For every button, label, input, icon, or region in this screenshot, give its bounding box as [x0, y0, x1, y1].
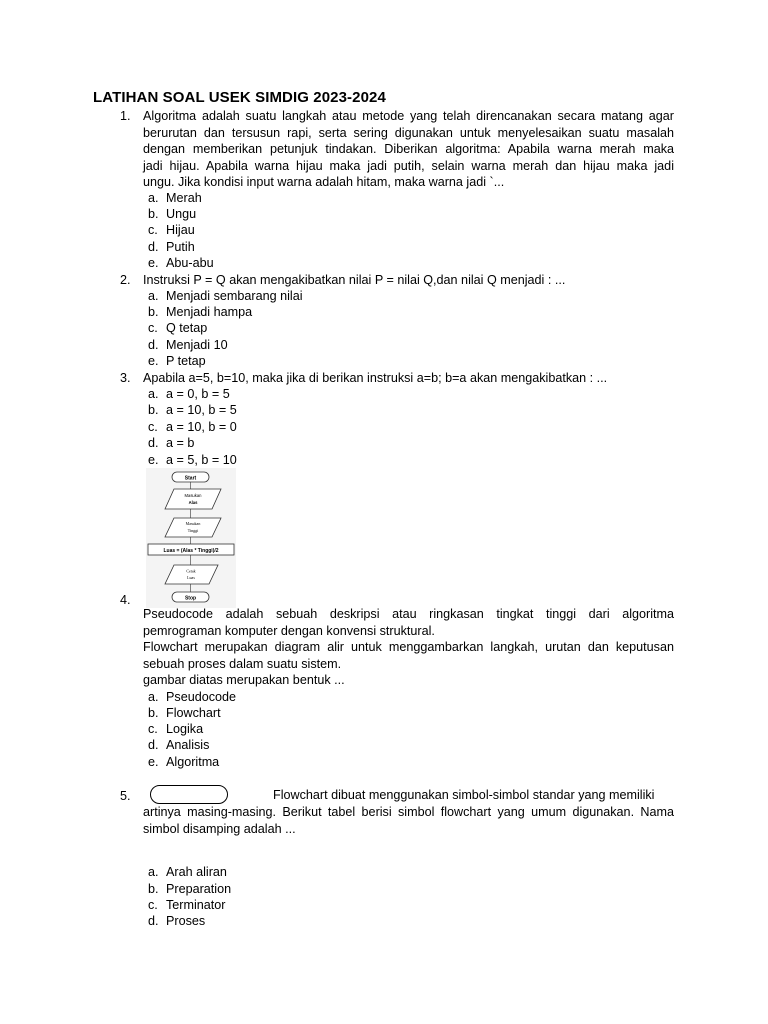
question-5-line-1: Flowchart dibuat menggunakan simbol-simbol standar yang memiliki [273, 788, 655, 802]
question-1-line: berurutan dan tersusun rapi, serta sering digunakan untuk menyelesaikan suatu masalah [143, 125, 674, 140]
question-5-line: artinya masing-masing. Berikut tabel berisi simbol flowchart yang umum digunakan. Nama [143, 805, 674, 819]
question-1-option-c: c. Hijau [148, 223, 195, 237]
question-5-option-b: b. Preparation [148, 882, 232, 896]
question-1-number: 1. [120, 109, 131, 123]
question-4-line: gambar diatas merupakan bentuk ... [143, 673, 345, 688]
question-4-option-d: d. Analisis [148, 738, 210, 752]
input-alas-line1: Masukan [184, 493, 202, 498]
question-2-text: Instruksi P = Q akan mengakibatkan nilai P = nilai Q,dan nilai Q menjadi : ... [143, 273, 566, 287]
question-1-option-e: e. Abu-abu [148, 256, 214, 270]
process-label: Luas = (Alas * Tinggi)/2 [163, 548, 219, 554]
question-3-option-d: d. a = b [148, 436, 195, 450]
question-5-option-d: d. Proses [148, 914, 206, 928]
question-1-option-b: b. Ungu [148, 207, 197, 221]
flowchart-diagram [146, 468, 236, 608]
stop-label: Stop [184, 595, 197, 602]
question-2-option-a: a. Menjadi sembarang nilai [148, 289, 303, 303]
question-3-option-e: e. a = 5, b = 10 [148, 453, 237, 467]
question-4-number: 4. [120, 593, 131, 607]
question-4-text [143, 606, 674, 689]
start-label: Start [184, 475, 197, 482]
question-4-option-c: c. Logika [148, 722, 204, 736]
question-5-text [143, 804, 674, 837]
question-2-option-e: e. P tetap [148, 354, 206, 368]
page-title: LATIHAN SOAL USEK SIMDIG 2023-2024 [93, 89, 386, 106]
question-3-option-c: c. a = 10, b = 0 [148, 420, 237, 434]
question-4-option-a: a. Pseudocode [148, 690, 237, 704]
question-2-option-c: c. Q tetap [148, 321, 208, 335]
question-4-line: Pseudocode adalah sebuah deskripsi atau ringkasan tingkat tinggi dari algoritma [143, 607, 674, 621]
question-4-line: pemrograman komputer dengan konvensi struktural. [143, 623, 435, 638]
terminator-symbol [150, 785, 228, 804]
question-1-text [143, 108, 674, 191]
input-tinggi-line1: Masukan [185, 521, 201, 526]
question-3-number: 3. [120, 371, 131, 385]
question-2-option-d: d. Menjadi 10 [148, 338, 228, 352]
question-4-line: Flowchart merupakan diagram alir untuk menggambarkan langkah, urutan dan keputusan [143, 640, 674, 655]
output-line2: Luas [187, 575, 195, 580]
question-4-option-e: e. Algoritma [148, 755, 220, 769]
input-tinggi-line2: Tinggi [187, 528, 199, 533]
question-5-option-c: c. Terminator [148, 898, 226, 912]
question-5-line: simbol disamping adalah ... [143, 821, 296, 836]
question-1-line: jadi hijau. Apabila warna hijau maka jadi putih, selain warna merah dan hijau maka jadi [143, 158, 674, 173]
question-3-text: Apabila a=5, b=10, maka jika di berikan instruksi a=b; b=a akan mengakibatkan : ... [143, 371, 608, 385]
question-5-number: 5. [120, 789, 131, 803]
question-3-option-b: b. a = 10, b = 5 [148, 403, 237, 417]
question-4-option-b: b. Flowchart [148, 706, 221, 720]
question-2-option-b: b. Menjadi hampa [148, 305, 253, 319]
question-4-line: sebuah proses dalam suatu sistem. [143, 656, 342, 671]
question-1-option-d: d. Putih [148, 240, 195, 254]
question-1-line: Algoritma adalah suatu langkah atau metode yang telah direncanakan secara matang agar [143, 109, 674, 123]
question-3-option-a: a. a = 0, b = 5 [148, 387, 230, 401]
question-5-option-a: a. Arah aliran [148, 865, 227, 879]
input-alas-line2: Alas [188, 500, 198, 505]
question-1-line: dengan memberikan petunjuk tindakan. Diberikan algoritma: Apabila warna merah maka [143, 142, 674, 157]
input-alas-shape [165, 489, 221, 509]
question-2-number: 2. [120, 273, 131, 287]
output-line1: Cetak [186, 568, 196, 574]
question-1-option-a: a. Merah [148, 191, 202, 205]
question-1-line: ungu. Jika kondisi input warna adalah hitam, maka warna jadi `... [143, 175, 505, 190]
